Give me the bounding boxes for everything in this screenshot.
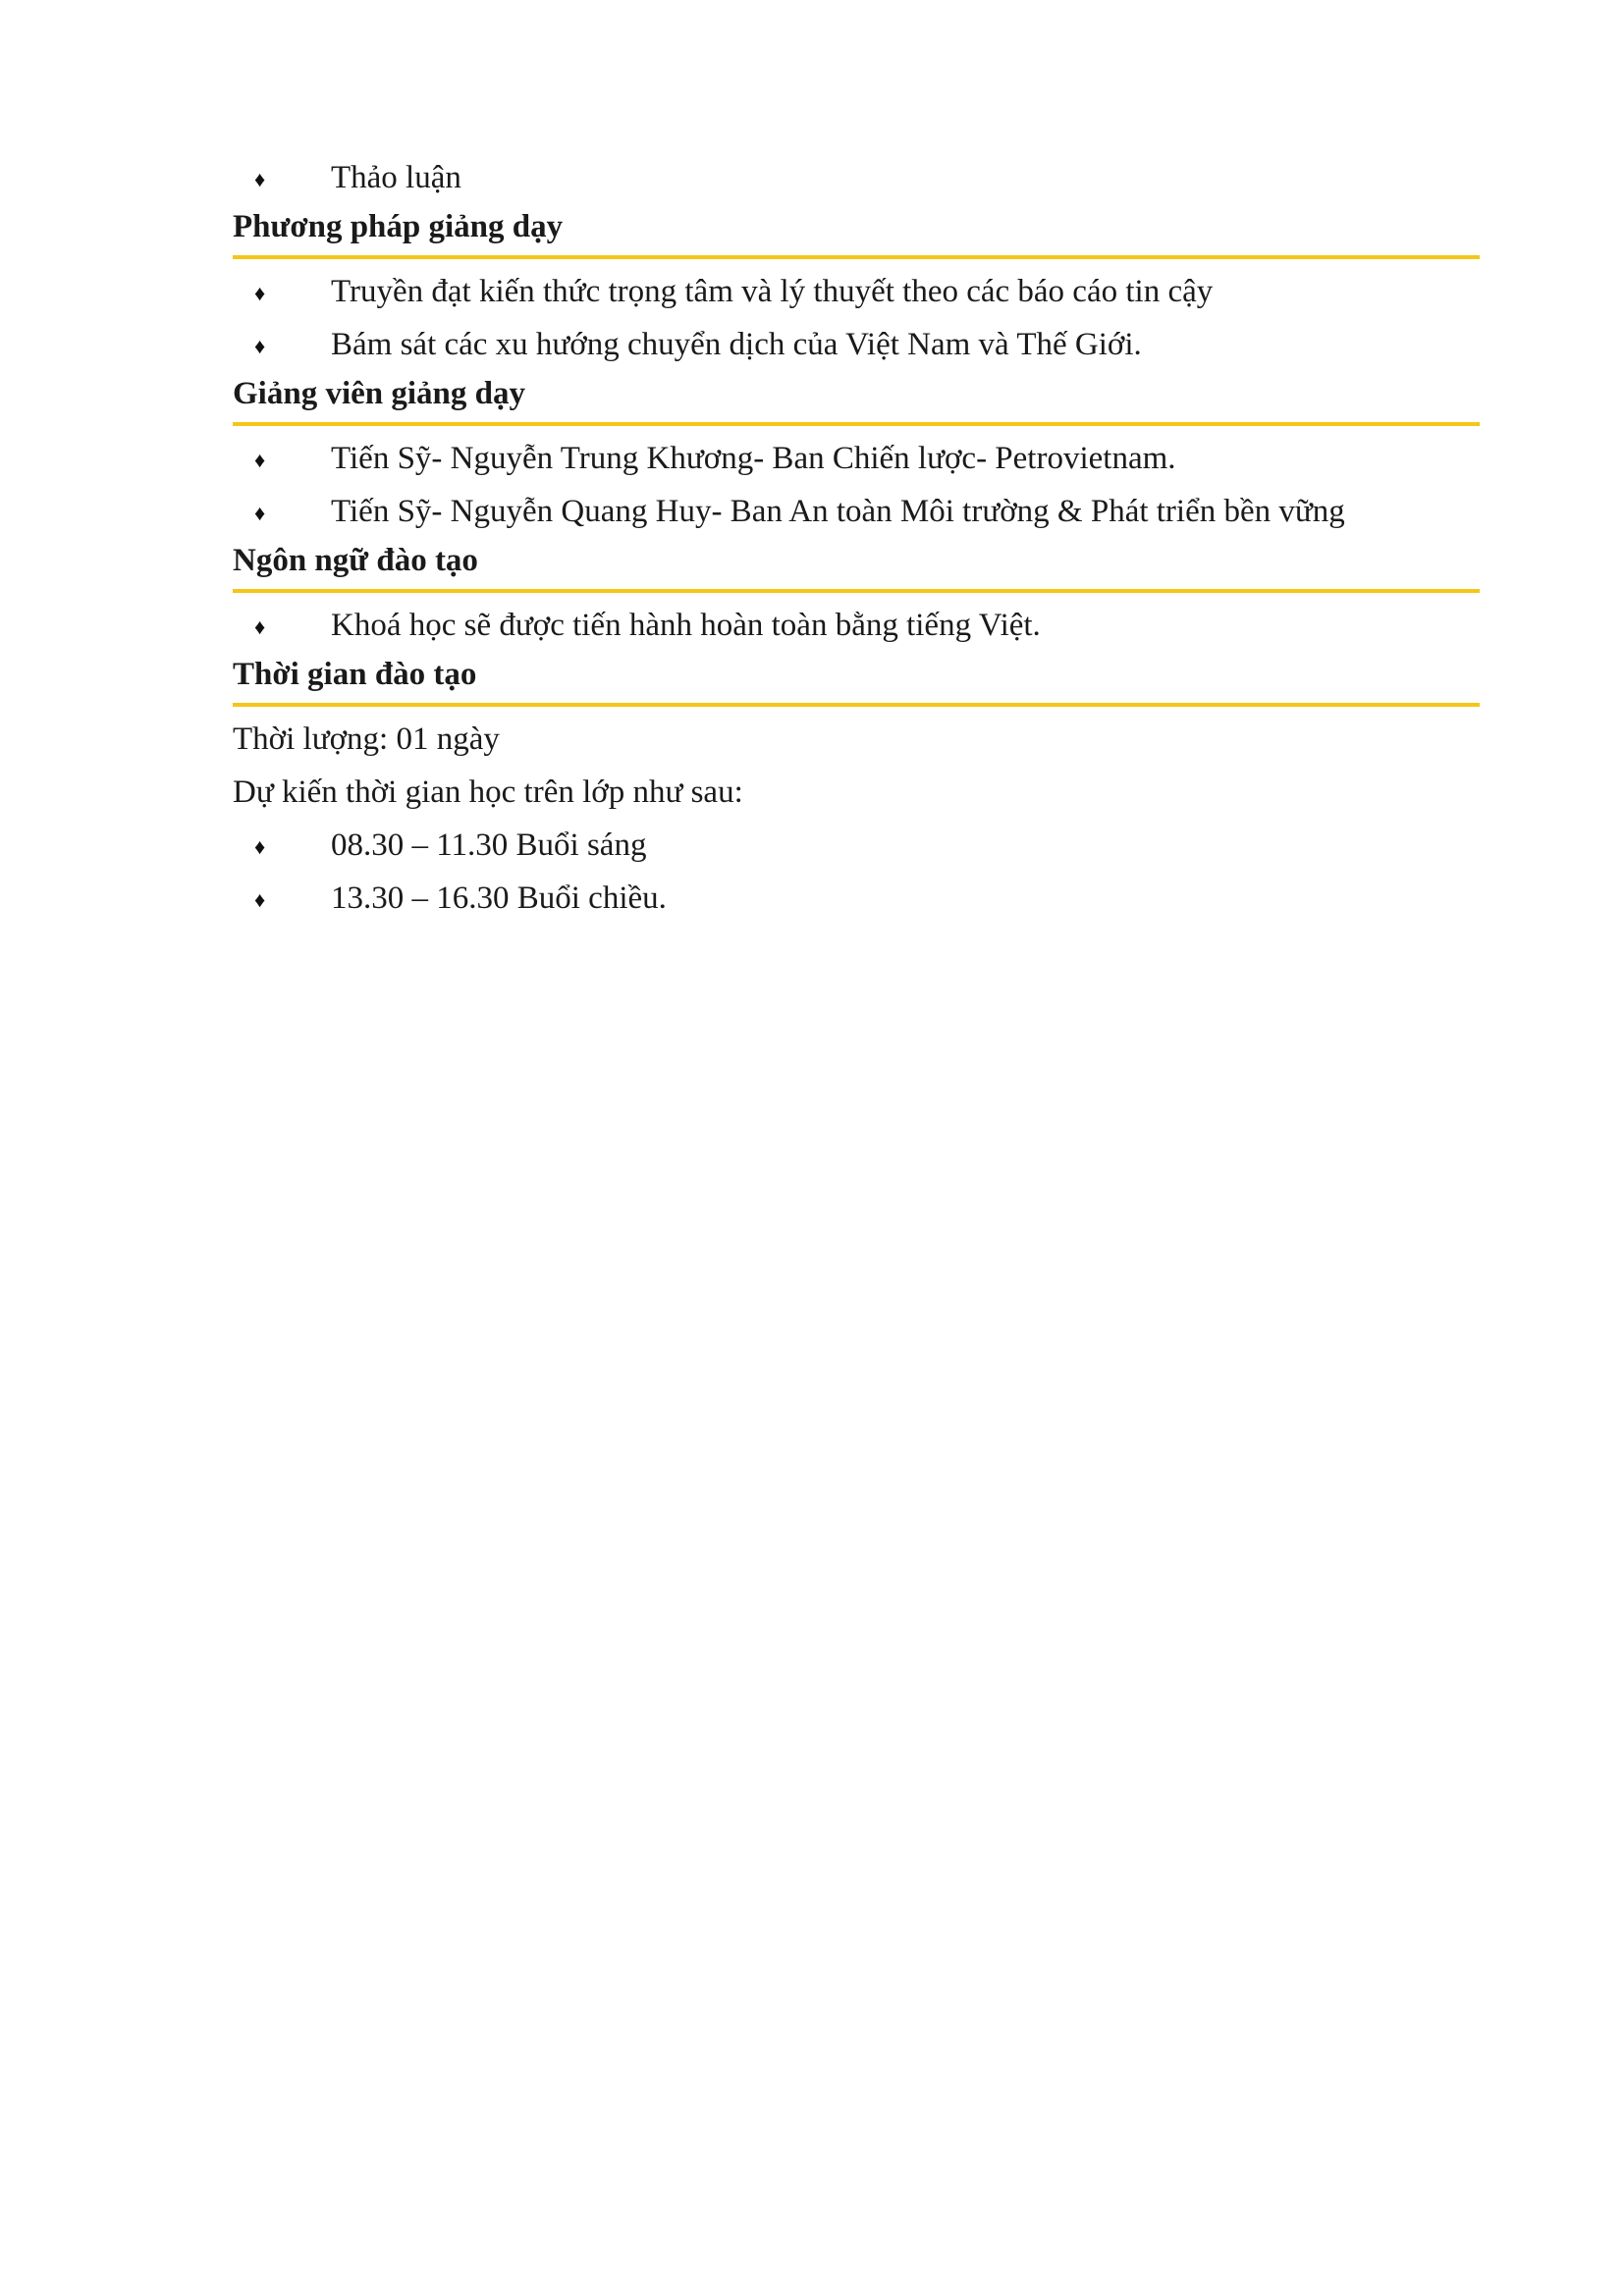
diamond-icon: ♦	[254, 501, 266, 525]
section-heading: Giảng viên giảng dạy	[233, 376, 525, 411]
diamond-icon: ♦	[254, 834, 266, 859]
intro-list	[233, 151, 1480, 204]
section-divider	[233, 255, 1480, 259]
section-heading: Ngôn ngữ đào tạo	[233, 543, 478, 578]
section-list	[233, 599, 1480, 652]
list-item	[233, 872, 1480, 925]
section-list	[233, 819, 1480, 925]
schedule-intro-text: Dự kiến thời gian học trên lớp như sau:	[233, 774, 743, 810]
list-item-text: Tiến Sỹ- Nguyễn Trung Khương- Ban Chiến lược- Petrovietnam.	[331, 441, 1176, 476]
list-item-text: Thảo luận	[331, 160, 461, 195]
diamond-icon: ♦	[254, 887, 266, 912]
list-item-text: Tiến Sỹ- Nguyễn Quang Huy- Ban An toàn Môi trường & Phát triển bền vững	[331, 494, 1345, 529]
diamond-icon: ♦	[254, 448, 266, 472]
diamond-icon: ♦	[254, 281, 266, 305]
diamond-icon: ♦	[254, 614, 266, 639]
section-list	[233, 265, 1480, 371]
list-item-text: 08.30 – 11.30 Buổi sáng	[331, 828, 647, 863]
diamond-icon: ♦	[254, 167, 266, 191]
list-item	[233, 318, 1480, 371]
section-heading: Thời gian đào tạo	[233, 657, 477, 692]
list-item-text: Truyền đạt kiến thức trọng tâm và lý thuyết theo các báo cáo tin cậy	[331, 274, 1214, 309]
section-divider	[233, 422, 1480, 426]
list-item	[233, 432, 1480, 485]
section-list	[233, 432, 1480, 538]
list-item-text: Bám sát các xu hướng chuyển dịch của Việt Nam và Thế Giới.	[331, 327, 1142, 362]
diamond-icon: ♦	[254, 334, 266, 358]
list-item	[233, 819, 1480, 872]
section-divider	[233, 589, 1480, 593]
section-language	[233, 538, 1480, 652]
list-item-text: 13.30 – 16.30 Buổi chiều.	[331, 881, 667, 916]
duration-text: Thời lượng: 01 ngày	[233, 721, 500, 757]
section-heading: Phương pháp giảng dạy	[233, 209, 564, 244]
section-schedule	[233, 652, 1480, 925]
document-content	[233, 151, 1480, 925]
list-item	[233, 485, 1480, 538]
list-item	[233, 265, 1480, 318]
list-item	[233, 151, 1480, 204]
section-teaching-method	[233, 204, 1480, 371]
list-item	[233, 599, 1480, 652]
section-divider	[233, 703, 1480, 707]
section-lecturers	[233, 371, 1480, 538]
list-item-text: Khoá học sẽ được tiến hành hoàn toàn bằng tiếng Việt.	[331, 608, 1041, 643]
